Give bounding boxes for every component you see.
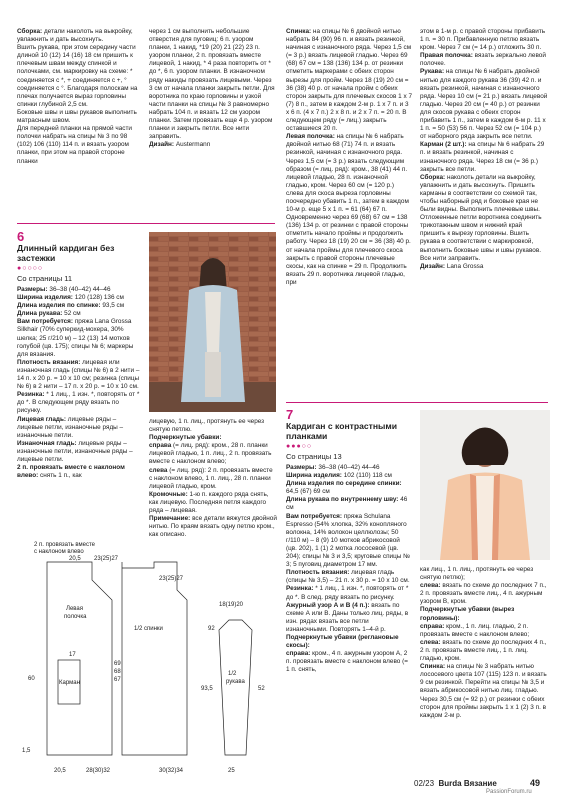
model-photo-7 [420, 410, 550, 560]
diag-karman: Карман [59, 680, 80, 686]
m6-spec-text-5: лицевая или изнаночная гладь (спицы № 6) в 2 нити – 14 п. x 20 р. = 10 x 10 см; резинка (спицы № 6) в 2 нити – 17 п. x 20 р. = 10 x 10 см. [17, 358, 140, 391]
col4-para-5 [420, 263, 548, 271]
m7-cont-bold-3: справа: [420, 622, 445, 630]
m7-cont-bold-4: слева: [420, 638, 441, 646]
m7-spec-text-5: лицевая гладь (спицы № 3,5) – 21 п. x 30 р. = 10 x 10 см. [286, 569, 410, 585]
m6-spec-text-0: 36–38 (40–42) 44–46 [47, 286, 111, 293]
col1-bold-0: Сборка: [17, 28, 43, 35]
m7-spec-para-1 [286, 472, 412, 480]
diag-bottom-5: 25 [228, 768, 235, 774]
col4-para-0 [420, 28, 548, 52]
diag-polochka-2: полочка [64, 614, 87, 620]
col3-para-0 [286, 28, 412, 133]
diag-bottom-1: 20,5 [54, 768, 66, 774]
m7-cont-para-0 [420, 566, 548, 582]
m7-cont-para-4 [420, 639, 548, 663]
magazine-name: Burda Вязание [438, 779, 497, 788]
issue-number: 02/23 [414, 779, 435, 788]
col1-para-1 [17, 44, 139, 109]
col4-para-1 [420, 52, 548, 68]
diag-v-92: 92 [208, 626, 215, 632]
m6-spec-text-3: 52 см [62, 310, 81, 318]
m7-spec-para-7 [286, 602, 412, 634]
section-rule-7 [286, 402, 548, 403]
m6-spec-para-5 [17, 359, 142, 391]
m6-cont-bold-2: справа [149, 442, 172, 450]
m6-spec-bold-8: Изнаночная гладь: [17, 439, 77, 447]
m6-spec-bold-4: Вам потребуется: [17, 318, 74, 326]
pattern-diagram-6 [14, 540, 282, 780]
model-number-6: 6 [17, 229, 25, 244]
m7-spec-bold-7: Ажурный узор А и В (4 п.): [286, 601, 370, 609]
col2-text-0: через 1 см выполнить небольшие отверстия для пуговиц: 6 п. узором планки, 1 накид, *19 (20) 21 (22) 23 п. узором планки, 2 п. провязать вместе лицевой, 1 накид, * 4 раза повторить от * до *, 6 п. узором планки. В изнаночном ряду накиды провязать лицевыми. Через 3 см от начала планки закрыть петли. Для воротника по краю горловины и узкой части планки на спицы № 3 равномерно набрать 104 п. и вязать 12 см узором планки. Затем провязать еще 4 р. узором планки и закрыть петли. Все нити заправить. [149, 28, 275, 141]
col1-text-2: Боковые швы и швы рукавов выполнить матрасным швом. [17, 108, 137, 125]
m6-cont-para-2 [149, 442, 277, 466]
col4-text-1: вязать зеркально левой полочке. [420, 52, 546, 68]
difficulty-6: ●○○○○ [17, 265, 44, 272]
diag-v-15: 1,5 [22, 748, 31, 754]
col3-text-0: на спицы № 6 двойной нитью набрать 84 (90) 96 п. и вязать резинкой, начиная с изнаночного ряда. Через 1,5 см (= 3 р.) вязать лицевой гладью. Через 69 (68) 67 см = 138 (136) 134 р. от резинки отметить маркерами с обеих сторон вырезы для пройм. Через 18 (19) 20 см = 36 (38) 40 р. от начала пройм с обеих сторон закрыть для плечевых скосов 1 х 7 (7) 8 п., затем в каждом 2-м р. 1 х 7 п. и 3 х 6 п. (4 х 7 п.) 2 х 8 п. и 2 х 7 п. = 20 п. В следующем ряду (= лиц.) закрыть оставшиеся 20 п. [286, 28, 412, 133]
diag-bottom-2: 28(30)32 [86, 768, 111, 774]
col2-text-1: Austermann [174, 141, 211, 149]
col3-text-1: на спицы № 6 набрать двойной нитью 68 (71) 74 п. и вязать резинкой, начиная с изнаночного ряда. Через 1,5 см (= 3 р.) вязать следующим образом (= лиц. ряд): кром., 38 (41) 44 п. лицевой гладью, 28 п. изнаночной гладью, кром. Через 60 см (= 120 р.) слева для скоса выреза горловины поочередно убавить 1 п., затем в каждом 10-м р. еще 5 х 1 п. = 61 (64) 67 п. Одновременно через 69 (68) 67 см = 138 (136) 134 р. от резинки с правой стороны отметить начало проймы и продолжить работу. Через 18 (19) 20 см = 36 (38) 40 р. от начала проймы для плечевого скоса закрыть с правой стороны плечевые скосы, как на спинке = 29 п. Продолжить вязать 29 п. воротника лицевой гладью, при [286, 133, 411, 286]
m7-spec-bold-9: справа: [286, 650, 311, 658]
col3-para-1 [286, 133, 412, 287]
diag-polochka-1: Левая [66, 606, 83, 612]
m6-spec-para-0 [17, 286, 142, 294]
diag-dim-top-2: 23(25)27 [94, 556, 119, 562]
col4-text-3: на спицы № 6 набрать 29 п. и вязать резинкой, начиная с изнаночного ряда. Через 18 см (= 36 р.) закрыть все петли. [420, 141, 545, 173]
col4-para-4 [420, 174, 548, 263]
m7-spec-bold-2: Длина изделия по середине спинки: [286, 480, 402, 488]
m7-spec-text-9: кром., 4 п. ажурным узором А, 2 п. провязать вместе с наклоном влево (= 1 п. снять, [286, 650, 408, 674]
m7-cont-para-5 [420, 663, 548, 720]
m6-spec-para-4 [17, 318, 142, 358]
col1-text [17, 28, 139, 228]
m6-spec-bold-3: Длина рукава: [17, 310, 63, 318]
m7-cont-para-2 [420, 606, 548, 622]
m6-spec-bold-9: 2 п. провязать вместе с наклоном влево: [17, 464, 125, 480]
watermark: PassionForum.ru [486, 789, 532, 795]
m6-spec-para-6 [17, 391, 142, 415]
col4-text-4: наколоть детали на выкройку, увлажнить и дать высохнуть. Пришить карманы в соответствии со схемой так, чтобы наборный ряд и боковые края не были видны. Выполнить плечевые швы. Отложенные петли воротника соединить трикотажным швом и нижний край пришить к вырезу горловины. Вшить рукава в соответствии с маркировкой, выполнить боковые швы и швы рукавов. Все нити заправить. [420, 173, 542, 262]
m7-cont-bold-1: слева: [420, 582, 441, 590]
m7-cont-text-4: вязать по схеме до последних 4 п., 2 п. провязать вместе лиц., 1 п. лиц. гладью, кром. [420, 638, 547, 663]
m6-cont-bold-1: Подчеркнутые убавки: [149, 434, 222, 442]
m7-cont-para-1 [420, 582, 548, 606]
diag-bottom-4: 18(19)20 [219, 602, 244, 608]
col4-para-3 [420, 141, 548, 173]
model-7-illustration [420, 410, 550, 560]
m7-spec-bold-0: Размеры: [286, 464, 317, 471]
m6-spec-text-1: 120 (128) 136 см [72, 294, 124, 302]
m7-spec-para-8 [286, 634, 412, 650]
diag-v-935: 93,5 [201, 686, 213, 692]
m6-spec-bold-2: Длина изделия по спинке: [17, 302, 101, 310]
diag-spinka: 1/2 спинки [134, 626, 163, 632]
m6-cont-text-5: все детали вяжутся двойной нитью. По краям вязать одну петлю кром., как описано. [149, 515, 277, 538]
col4-text-2: на спицы № 6 набрать двойной нитью для каждого рукава 36 (39) 42 п. и вязать резинкой, начиная с изнаночного ряда. Через 10 см (= 21 р.) вязать лицевой гладью. Через 20 см (= 40 р.) от резинки для скосов рукава с обеих сторон прибавить 1 п., затем в каждом 6-м р. 11 х 1 п. = 50 (53) 56 п. Через 52 см (= 104 р.) от наборного ряда закрыть все петли. [420, 68, 548, 141]
col3-bold-1: Левая полочка: [286, 133, 335, 141]
diag-bottom-3: 30(32)34 [159, 768, 184, 774]
page-ref-7: Со страницы 13 [286, 452, 342, 461]
m6-specs [17, 286, 142, 541]
diag-dim-top-1: 20,5 [69, 556, 81, 562]
m7-spec-para-3 [286, 496, 412, 512]
diag-v-68: 68 [114, 669, 121, 675]
page-ref-6: Со страницы 11 [17, 274, 73, 283]
m6-spec-bold-0: Размеры: [17, 286, 48, 293]
col1-para-2 [17, 109, 139, 125]
m6-spec-text-7: лицевые ряды – лицевые петли, изнаночные ряды – изнаночные петли. [17, 415, 124, 439]
m7-spec-text-1: 102 (110) 118 см [341, 472, 392, 480]
m7-spec-text-0: 36–38 (40–42) 44–46 [316, 464, 380, 471]
col4-text-0: этом в 1-м р. с правой стороны прибавить 1 п. = 30 п. Прибавленную петлю вязать кром. Через 7 см (= 14 р.) отложить 30 п. [420, 28, 546, 52]
diag-v-17: 17 [69, 652, 76, 658]
model-6-illustration [149, 232, 276, 412]
col4-bold-4: Сборка: [420, 173, 446, 181]
col4-bold-2: Рукава: [420, 68, 445, 76]
m7-spec-text-4: пряжа Schulana Espresso (54% хлопка, 32% конопляного волокна, 14% волокон целлюлозы; 50 г/110 м) – 8 (9) 10 мотков абрикосовой (цв. 202), 1 (1) 2 мотка лососевой (цв. 204); спицы № 3 и 3,5; круговые спицы № 3; 5 пуговиц диаметром 17 мм. [286, 512, 410, 569]
m6-spec-text-4: пряжа Lana Grossa Silkhair (70% суперкид-мохера, 30% шелка; 25 г/210 м) – 12 (13) 14 мотков голубой (цв. 175); спицы № 6; маркеры для вязания. [17, 318, 134, 358]
col1-text-1: Вшить рукава, при этом середину части длиной 10 (12) 14 (16) 18 см пришить к плечевым швам между спинкой и полочками, см. маркировку на схеме: * соединяется с *, + соединяется с +, ° соединяется с °. Благодаря полоскам на плечах получается выраз горловины спинки глубиной 2,5 см. [17, 44, 138, 108]
col4-bold-1: Правая полочка: [420, 52, 473, 60]
m7-spec-text-7: вязать по схеме А или В. Даны только лиц. ряды, в изн. рядах вязать все петли изнаночными. Повторять 1–4-й р. [286, 601, 409, 633]
m6-cont [149, 418, 277, 538]
m7-spec-bold-8: Подчеркнутые убавки (реглановые скосы): [286, 633, 399, 650]
m7-cont-bold-5: Спинка: [420, 663, 446, 671]
col1-text-3: Для передней планки на прямой части полочки набрать на спицы № 3 по 98 (102) 106 (110) 114 п. и вязать узором планки, при этом на правой стороне планки [17, 125, 132, 165]
m7-spec-para-0 [286, 464, 412, 472]
col1-para-0 [17, 28, 139, 44]
m6-cont-text-0: лицевую, 1 п. лиц., протянуть ее через снятую петлю. [149, 418, 265, 434]
m7-cont-text-1: вязать по схеме до последних 7 п., 2 п. провязать вместе лиц., 4 п. ажурным узором В, кром. [420, 582, 547, 606]
section-rule-6 [17, 223, 275, 224]
m7-spec-bold-3: Длина рукава по внутреннему шву: [286, 496, 399, 504]
col2-bold-1: Дизайн: [149, 141, 175, 149]
m7-spec-bold-6: Резинка: [286, 585, 314, 593]
m6-cont-para-1 [149, 434, 277, 442]
col2-text [149, 28, 275, 228]
m6-cont-text-3: (= лиц. ряд): 2 п. провязать вместе с наклоном влево, 1 п. лиц., 28 п. планки лицевой гладью, кром. [149, 466, 273, 490]
m7-spec-para-5 [286, 569, 412, 585]
m7-cont [420, 566, 548, 776]
m7-cont-bold-2: Подчеркнутые убавки (вырез горловины): [420, 606, 515, 622]
m7-cont-para-3 [420, 623, 548, 639]
m6-cont-bold-3: слева [149, 466, 168, 474]
m7-spec-text-6: * 1 лиц., 1 изн. *, повторять от * до *. В след. ряду вязать по рисунку. [286, 585, 409, 601]
m7-spec-para-4 [286, 513, 412, 570]
model-number-7: 7 [286, 407, 294, 422]
model-title-6: Длинный кардиган без застежки [17, 243, 115, 263]
m6-spec-bold-1: Ширина изделия: [17, 294, 73, 302]
m6-spec-bold-5: Плотность вязания: [17, 358, 81, 366]
difficulty-7: ●●●○○ [286, 443, 313, 450]
page-number: 49 [530, 778, 541, 788]
footer-issue [414, 779, 497, 788]
m7-spec-text-2: 64,5 (67) 69 см [286, 488, 330, 496]
m7-spec-para-6 [286, 585, 412, 601]
m6-spec-text-9: снять 1 п., как [38, 472, 82, 480]
m6-spec-text-2: 93,5 см [100, 302, 125, 310]
m6-cont-para-5 [149, 515, 277, 538]
col4-bold-3: Карман (2 шт.): [420, 141, 467, 149]
m6-spec-bold-6: Резинка: [17, 391, 45, 399]
m6-spec-text-8: лицевые ряды – изнаночные петли, изнаночные ряды – лицевые петли. [17, 439, 133, 463]
m6-spec-para-9 [17, 464, 142, 480]
m6-cont-bold-4: Кромочные: [149, 490, 188, 498]
col4-text-5: Lana Grossa [445, 262, 484, 270]
diag-v-52: 52 [258, 686, 265, 692]
col4-bold-5: Дизайн: [420, 262, 446, 270]
m6-spec-para-8 [17, 440, 142, 464]
col2-para-1 [149, 141, 275, 149]
col3-text [286, 28, 412, 398]
m6-spec-para-2 [17, 302, 142, 310]
m6-cont-para-3 [149, 467, 277, 491]
m6-cont-text-2: (= лиц. ряд): кром., 28 п. планки лицевой гладью, 1 п. лиц., 2 п. провязать вместе с наклоном влево; [149, 442, 272, 466]
col4-text [420, 28, 548, 328]
model-photo-6 [149, 232, 276, 412]
col4-para-2 [420, 68, 548, 141]
m6-cont-para-4 [149, 491, 277, 515]
m7-cont-text-5: на спицы № 3 набрать нитью лососевого цвета 107 (115) 123 п. и вязать 9 см резинкой. Перейти на спицы № 3,5 и вязать абрикосовой нитью лиц. гладью. Через 30,5 см (= 92 р.) от резинки с обеих сторон для проймы закрыть 1 х 1 (2) 3 п. в каждом 2-м р. [420, 663, 547, 719]
diag-v-60: 60 [28, 676, 35, 682]
diag-label-2: с наклоном влево [34, 549, 84, 555]
diag-dim-top-3: 23(25)27 [159, 576, 184, 582]
model-title-7: Кардиган с контрастными планками [286, 421, 398, 441]
diag-v-69: 69 [114, 661, 121, 667]
m7-cont-text-3: кром., 1 п. лиц. гладью, 2 п. провязать вместе с наклоном влево; [420, 622, 530, 638]
m7-specs [286, 464, 412, 784]
m6-cont-bold-5: Примечание: [149, 515, 191, 523]
m7-spec-text-3: 46 см [286, 496, 408, 512]
m7-spec-para-9 [286, 650, 412, 674]
m6-cont-para-0 [149, 418, 277, 434]
m7-spec-bold-5: Плотность вязания: [286, 569, 350, 577]
col1-para-3 [17, 125, 139, 165]
diag-v-67: 67 [114, 677, 121, 683]
m7-spec-para-2 [286, 480, 412, 496]
diag-rukav-1: 1/2 [228, 671, 237, 677]
col1-text-0: детали наколоть на выкройку, увлажнить и дать высохнуть. [17, 28, 133, 44]
m6-spec-bold-7: Лицевая гладь: [17, 415, 67, 423]
diag-label-1: 2 п. провязать вместе [34, 542, 95, 548]
m6-spec-para-1 [17, 294, 142, 302]
m7-spec-bold-1: Ширина изделия: [286, 472, 342, 480]
m6-spec-para-7 [17, 416, 142, 440]
col3-bold-0: Спинка: [286, 28, 312, 35]
col2-para-0 [149, 28, 275, 141]
diag-rukav-2: рукава [226, 679, 245, 685]
m6-cont-text-4: 1-ю п. каждого ряда снять, как лицевую. Последняя петля каждого ряда – лицевая. [149, 490, 269, 515]
m6-spec-text-6: * 1 лиц., 1 изн. *, повторять от * до *. В следующем ряду вязать по рисунку. [17, 391, 140, 415]
m7-spec-bold-4: Вам потребуется: [286, 512, 343, 520]
m7-cont-text-0: как лиц., 1 п. лиц., протянуть ее через снятую петлю); [420, 566, 534, 582]
